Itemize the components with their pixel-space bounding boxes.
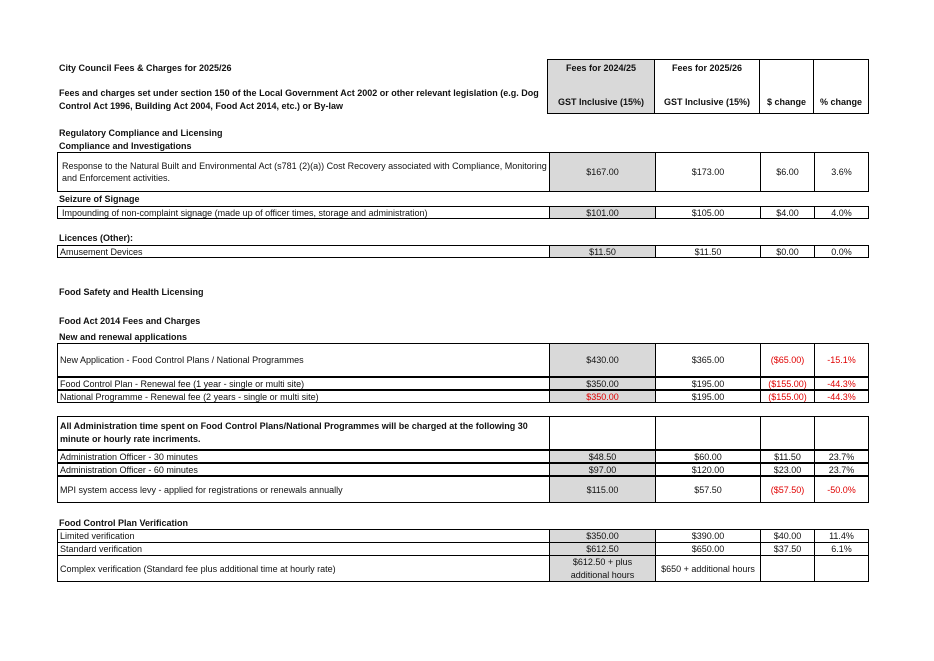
fee-2025: $105.00 (655, 207, 760, 218)
fee-2024: $350.00 (549, 391, 655, 402)
table-row (57, 555, 869, 582)
table-row (57, 206, 869, 219)
section-heading-food: Food Safety and Health Licensing (59, 287, 204, 297)
dollar-change: $23.00 (760, 464, 814, 475)
row-desc: Administration Officer - 30 minutes (60, 451, 198, 462)
column-header (547, 59, 869, 114)
col-pct-header: % change (813, 60, 868, 113)
row-desc: Administration Officer - 60 minutes (60, 464, 198, 475)
row-desc: Standard verification (60, 544, 143, 554)
table-row (57, 529, 869, 543)
fee-2025: $57.50 (655, 477, 760, 502)
section-subheading-licences: Licences (Other): (59, 233, 134, 243)
pct-change: 6.1% (814, 543, 868, 555)
col-2024-top: Fees for 2024/25 (565, 63, 637, 73)
fee-2024: $101.00 (549, 207, 655, 218)
fee-2025: $11.50 (655, 246, 760, 257)
col-change-header: $ change (759, 60, 813, 113)
fee-2024: $48.50 (549, 451, 655, 462)
pct-change: 0.0% (814, 246, 868, 257)
col-2025-bottom: GST Inclusive (15%) (663, 97, 751, 107)
table-row (57, 476, 869, 503)
table-row (57, 463, 869, 476)
empty-cell (760, 417, 814, 449)
pct-change: 3.6% (814, 153, 868, 191)
pct-change (814, 556, 868, 581)
row-desc: Response to the Natural Built and Environmental Act (s781 (2)(a)) Cost Recovery associated with Compliance, Monitoring and Enforcement activities. (62, 161, 547, 183)
admin-note-row (57, 416, 869, 450)
fee-2025: $365.00 (655, 344, 760, 376)
row-desc: Impounding of non-complaint signage (made up of officer times, storage and administration) (62, 207, 428, 218)
dollar-change: ($57.50) (760, 477, 814, 502)
fee-2025: $650.00 (655, 543, 760, 555)
empty-cell (655, 417, 760, 449)
section-subheading-food-act: Food Act 2014 Fees and Charges (59, 316, 201, 326)
table-row (57, 343, 869, 377)
fee-2024: $430.00 (549, 344, 655, 376)
row-desc: New Application - Food Control Plans / National Programmes (60, 355, 304, 365)
pct-change: -50.0% (814, 477, 868, 502)
dollar-change: $37.50 (760, 543, 814, 555)
fee-2024: $612.50 (549, 543, 655, 555)
section-subheading-compliance: Compliance and Investigations (59, 141, 192, 151)
dollar-change: $4.00 (760, 207, 814, 218)
table-row (57, 245, 869, 258)
dollar-change: ($155.00) (760, 391, 814, 402)
section-heading-regulatory: Regulatory Compliance and Licensing (59, 128, 223, 138)
row-desc: Complex verification (Standard fee plus additional time at hourly rate) (60, 563, 336, 574)
pct-change: 23.7% (814, 464, 868, 475)
page-subtitle: Fees and charges set under section 150 of the Local Government Act 2002 or other relevant legislation (e.g. Dog Control Act 1996, Building Act 2004, Food Act 2014, etc.) or By-law (59, 88, 539, 111)
fee-2025: $195.00 (655, 378, 760, 389)
table-row (57, 152, 869, 192)
fee-2025: $650 + additional hours (655, 556, 760, 581)
pct-change: 4.0% (814, 207, 868, 218)
dollar-change: $40.00 (760, 530, 814, 542)
col-2024-header (548, 60, 654, 113)
fee-2024: $167.00 (549, 153, 655, 191)
pct-change: 23.7% (814, 451, 868, 462)
dollar-change: ($155.00) (760, 378, 814, 389)
dollar-change: ($65.00) (760, 344, 814, 376)
row-desc: Limited verification (60, 531, 135, 541)
fee-2024: $11.50 (549, 246, 655, 257)
empty-cell (814, 417, 868, 449)
fee-2025: $390.00 (655, 530, 760, 542)
table-row (57, 377, 869, 390)
fee-2025: $173.00 (655, 153, 760, 191)
empty-cell (549, 417, 655, 449)
col-2024-bottom: GST Inclusive (15%) (557, 97, 645, 107)
fee-2025: $120.00 (655, 464, 760, 475)
fee-2024: $350.00 (549, 530, 655, 542)
dollar-change: $6.00 (760, 153, 814, 191)
fee-2025: $195.00 (655, 391, 760, 402)
fee-2025: $60.00 (655, 451, 760, 462)
pct-change: -15.1% (814, 344, 868, 376)
admin-note: All Administration time spent on Food Control Plans/National Programmes will be charged at the following 30 minute or hourly rate incriments. (60, 421, 528, 444)
table-row (57, 450, 869, 463)
row-desc: Amusement Devices (60, 246, 143, 257)
section-subheading-new-renewal: New and renewal applications (59, 332, 188, 342)
page-title: City Council Fees & Charges for 2025/26 (59, 63, 232, 73)
table-row (57, 542, 869, 556)
fee-2024: $350.00 (549, 378, 655, 389)
dollar-change (760, 556, 814, 581)
pct-change: -44.3% (814, 391, 868, 402)
col-2025-header (654, 60, 759, 113)
section-subheading-seizure: Seizure of Signage (59, 194, 140, 204)
fee-2024: $612.50 + plus additional hours (549, 556, 655, 581)
dollar-change: $0.00 (760, 246, 814, 257)
row-desc: National Programme - Renewal fee (2 years - single or multi site) (60, 391, 319, 402)
section-subheading-verification: Food Control Plan Verification (59, 518, 189, 528)
dollar-change: $11.50 (760, 451, 814, 462)
fee-2024: $97.00 (549, 464, 655, 475)
row-desc: Food Control Plan - Renewal fee (1 year - single or multi site) (60, 378, 305, 389)
pct-change: 11.4% (814, 530, 868, 542)
col-2025-top: Fees for 2025/26 (671, 63, 743, 73)
table-row (57, 390, 869, 403)
fee-2024: $115.00 (549, 477, 655, 502)
row-desc: MPI system access levy - applied for registrations or renewals annually (60, 484, 343, 495)
pct-change: -44.3% (814, 378, 868, 389)
